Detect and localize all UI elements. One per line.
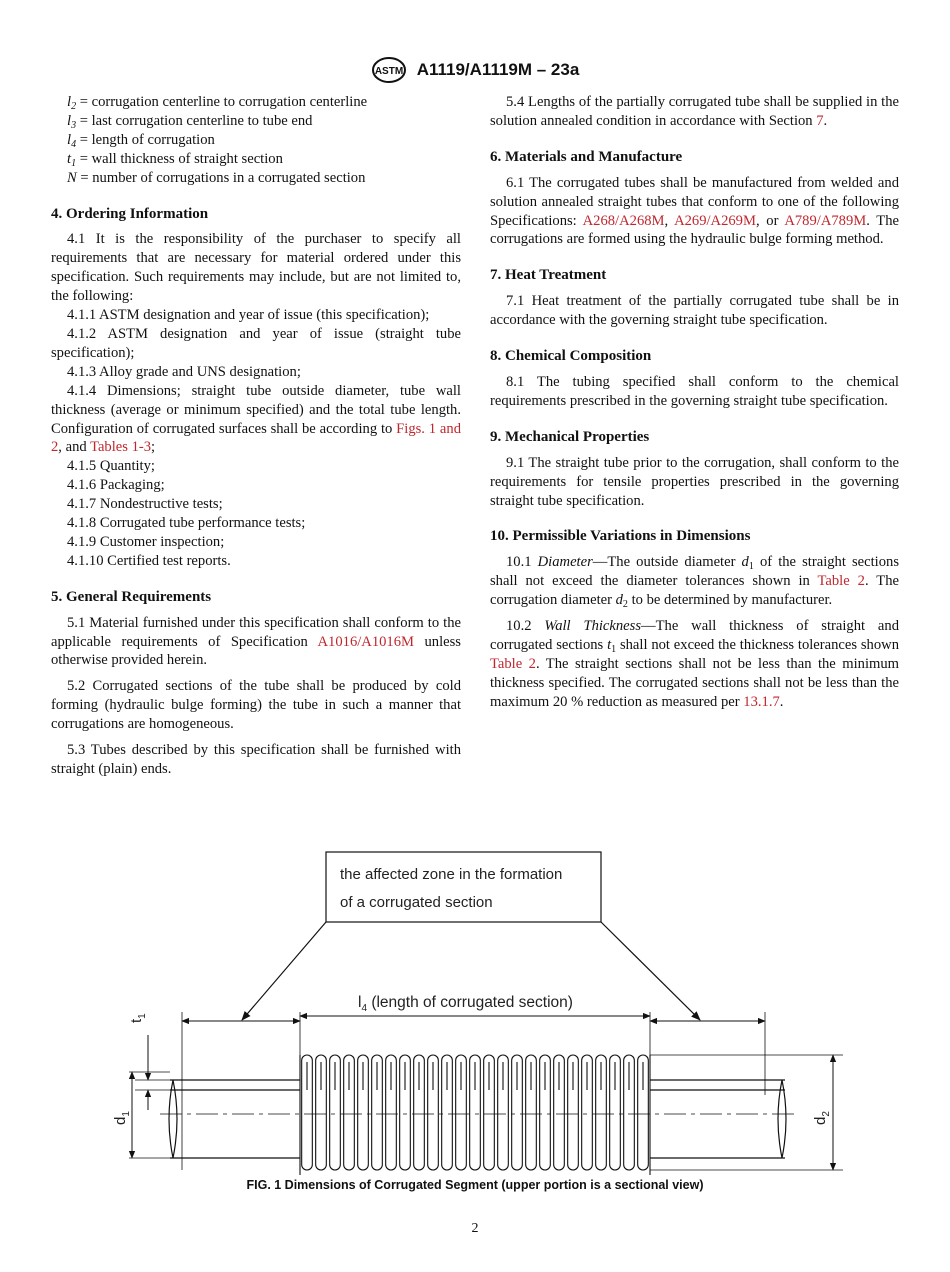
para-6-1: 6.1 The corrugated tubes shall be manufactured from welded and solution annealed straight tubes that conform to one of the following Specifications: A268/A268M, A269/A269M, or A789/A789M. The corrugations are formed using the hydraulic bulge forming method. bbox=[490, 174, 899, 248]
para-7-1: 7.1 Heat treatment of the partially corrugated tube shall be in accordance with the governing straight tube specification. bbox=[490, 293, 899, 329]
symbol-definition: $l_3$ = last corrugation centerline to tube end bbox=[67, 112, 313, 131]
para-5-4: 5.4 Lengths of the partially corrugated tube shall be supplied in the solution annealed condition in accordance with Section 7. bbox=[490, 94, 899, 129]
para-4-1-7: 4.1.7 Nondestructive tests; bbox=[67, 496, 223, 513]
tube-straight-left bbox=[169, 1080, 300, 1158]
para-4-1-4: 4.1.4 Dimensions; straight tube outside diameter, tube wall thickness (average or minimum specified) and the total tube length. Configuration of corrugated surfaces shall be according to Figs. 1 and 2, and Tables 1-3; bbox=[51, 382, 461, 456]
para-8-1: 8.1 The tubing specified shall conform to the chemical requirements prescribed in the governing straight tube specification. bbox=[490, 373, 899, 409]
section-7-heading: 7. Heat Treatment bbox=[490, 267, 607, 284]
link-13-1-7[interactable]: 13.1.7 bbox=[743, 693, 780, 710]
callout-box bbox=[326, 852, 601, 922]
page-header bbox=[0, 56, 950, 84]
section-9-heading: 9. Mechanical Properties bbox=[490, 428, 650, 445]
svg-text:ASTM: ASTM bbox=[374, 66, 403, 77]
link-tables-1-3[interactable]: Tables 1-3 bbox=[90, 439, 152, 456]
t1-label: $t_1$ bbox=[128, 1013, 148, 1023]
symbol-definition: $l_2$ = corrugation centerline to corrugation centerline bbox=[67, 94, 368, 112]
link-a269[interactable]: A269/A269M bbox=[674, 212, 756, 229]
callout-arrow-left bbox=[242, 922, 326, 1020]
section-10-heading: 10. Permissible Variations in Dimensions bbox=[490, 528, 751, 545]
para-5-2: 5.2 Corrugated sections of the tube shall be produced by cold forming (hydraulic bulge forming) the tube in such a manner that corrugations are homogeneous. bbox=[51, 678, 461, 733]
section-4-heading: 4. Ordering Information bbox=[51, 205, 209, 222]
link-a789[interactable]: A789/A789M bbox=[784, 212, 867, 229]
para-4-1-2: 4.1.2 ASTM designation and year of issue (straight tube specification); bbox=[51, 325, 461, 361]
para-10-2: 10.2 Wall Thickness—The wall thickness of straight and corrugated sections $t_1$ shall not exceed the thickness tolerances shown Table 2. The straight sections shall not be less than the minimum thickness specified. The corrugated sections shall not be less than the maximum 20 % reduction as measured per 13.1.7. bbox=[490, 618, 900, 710]
para-4-1-5: 4.1.5 Quantity; bbox=[67, 458, 155, 475]
left-column bbox=[51, 93, 461, 779]
right-column bbox=[490, 93, 899, 712]
document-designation: A1119/A1119M – 23a bbox=[416, 60, 580, 79]
para-5-3: 5.3 Tubes described by this specification shall be furnished with straight (plain) ends. bbox=[51, 742, 461, 777]
para-4-1-9: 4.1.9 Customer inspection; bbox=[67, 533, 225, 550]
para-4-1-3: 4.1.3 Alloy grade and UNS designation; bbox=[67, 363, 301, 380]
link-table-2[interactable]: Table 2 bbox=[817, 573, 865, 590]
figure-1-caption: FIG. 1 Dimensions of Corrugated Segment (upper portion is a sectional view) bbox=[246, 1178, 704, 1192]
callout-line-1: the affected zone in the formation bbox=[340, 866, 563, 883]
para-10-1: 10.1 Diameter—The outside diameter $d_1$ of the straight sections shall not exceed the diameter tolerances shown in Table 2. The corrugation diameter $d_2$ to be determined by manufacturer. bbox=[490, 554, 900, 611]
symbol-definitions bbox=[51, 93, 461, 188]
link-table-2b[interactable]: Table 2 bbox=[490, 655, 536, 672]
section-5-heading: 5. General Requirements bbox=[51, 588, 212, 605]
section-8-heading: 8. Chemical Composition bbox=[490, 348, 652, 365]
link-figs-1-2[interactable]: Figs. 1 and 2 bbox=[51, 420, 461, 456]
symbol-definition: $t_1$ = wall thickness of straight section bbox=[67, 150, 283, 169]
para-9-1: 9.1 The straight tube prior to the corrugation, shall conform to the requirements for tensile properties prescribed in the governing straight tube specification. bbox=[490, 454, 899, 509]
symbol-definition: $l_4$ = length of corrugation bbox=[67, 131, 215, 150]
page-number: 2 bbox=[471, 1221, 479, 1236]
figure-1-diagram bbox=[95, 840, 855, 1180]
link-section-7[interactable]: 7 bbox=[816, 112, 824, 129]
para-4-1-10: 4.1.10 Certified test reports. bbox=[67, 552, 231, 569]
para-4-1-8: 4.1.8 Corrugated tube performance tests; bbox=[67, 515, 306, 532]
para-4-1-1: 4.1.1 ASTM designation and year of issue (this specification); bbox=[67, 307, 430, 324]
l4-label: $l_4$ (length of corrugated section) bbox=[358, 994, 573, 1014]
link-a268[interactable]: A268/A268M bbox=[582, 212, 665, 229]
d1-label: $d_1$ bbox=[112, 1111, 132, 1125]
para-4-1-6: 4.1.6 Packaging; bbox=[67, 477, 165, 494]
d2-label: $d_2$ bbox=[812, 1111, 832, 1125]
callout-line-2: of a corrugated section bbox=[340, 894, 493, 911]
link-a1016[interactable]: A1016/A1016M bbox=[317, 633, 414, 650]
para-4-1: 4.1 It is the responsibility of the purchaser to specify all requirements that are necessary for material ordered under this specification. Such requirements may include, but are not limited to, the following: bbox=[51, 231, 461, 305]
para-5-1: 5.1 Material furnished under this specification shall conform to the applicable requirements of Specification A1016/A1016M unless otherwise provided herein. bbox=[51, 614, 461, 669]
section-6-heading: 6. Materials and Manufacture bbox=[490, 148, 683, 165]
tube-straight-right bbox=[650, 1080, 786, 1158]
corrugated-section bbox=[300, 1055, 650, 1175]
symbol-definition: N = number of corrugations in a corrugated section bbox=[67, 169, 366, 186]
callout-arrow-right bbox=[601, 922, 700, 1020]
astm-logo-icon bbox=[371, 56, 407, 84]
